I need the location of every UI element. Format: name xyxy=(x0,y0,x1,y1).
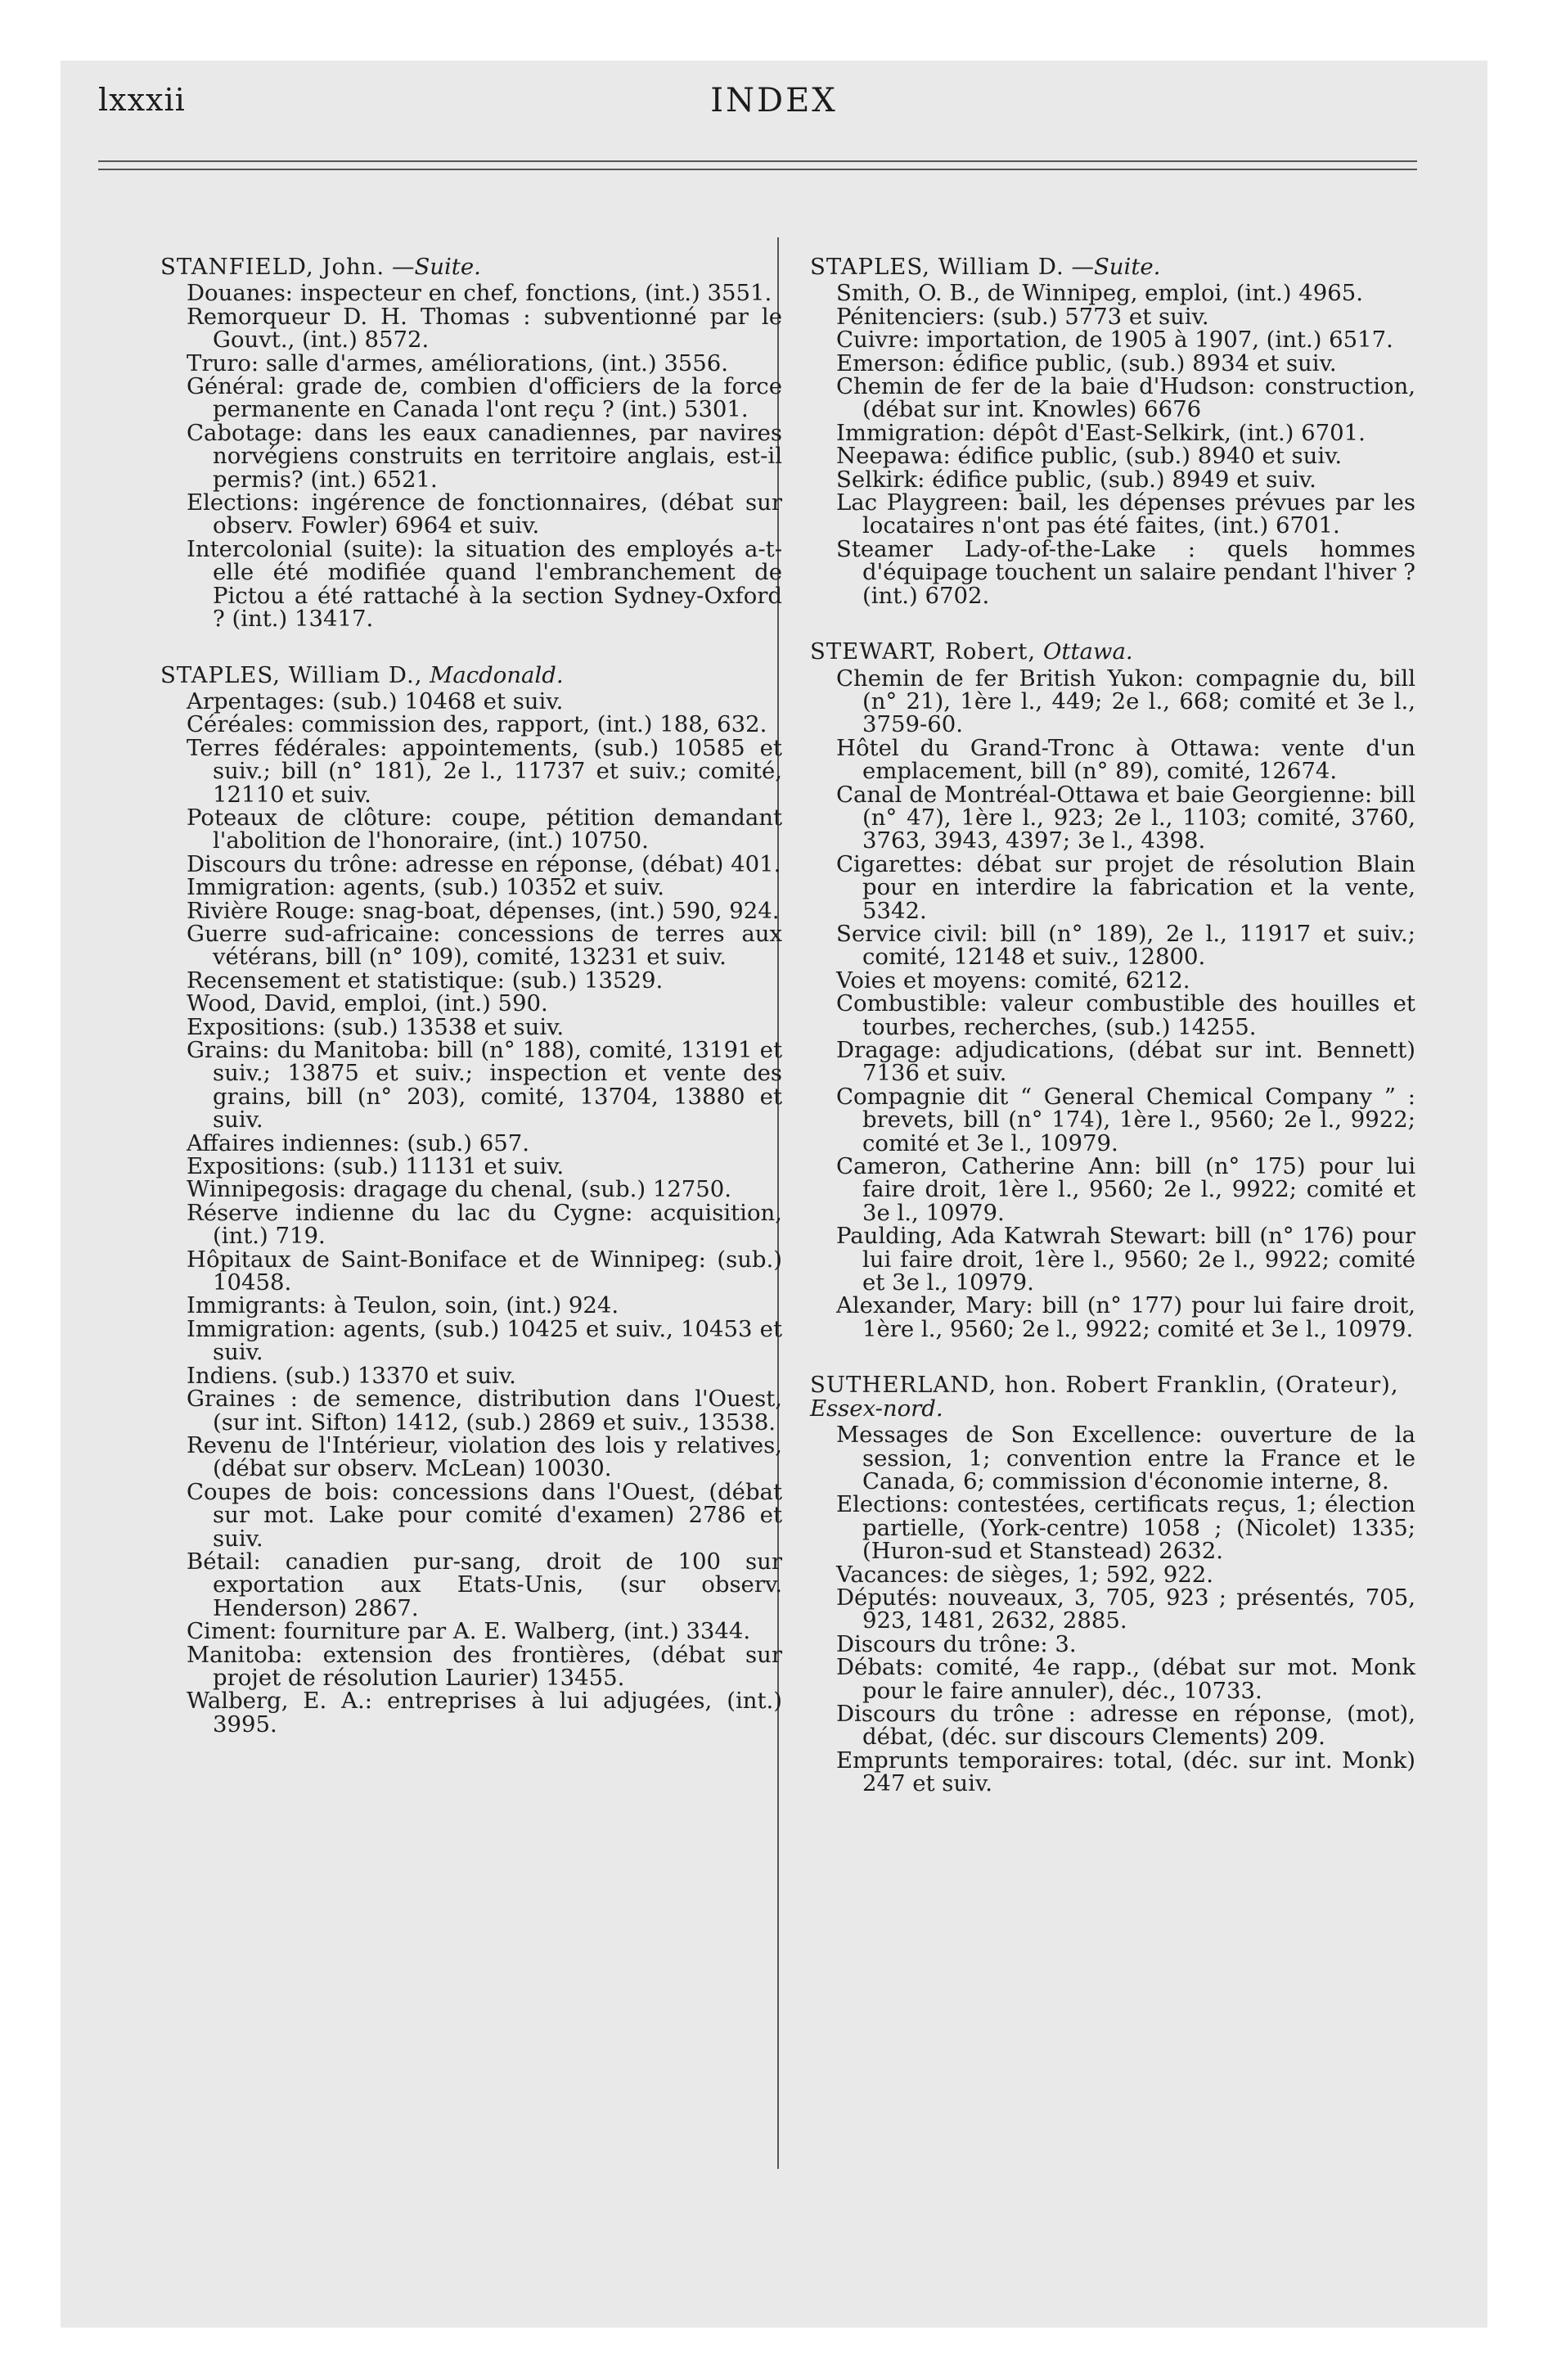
subentry: Canal de Montréal-Ottawa et baie Georgienne: bill (n° 47), 1ère l., 923; 2e l., 1103; comité, 3760, 3763, 3943, 4397; 3e l., 4398. xyxy=(836,781,1415,854)
subentry: Messages de Son Excellence: ouverture de la session, 1; convention entre la France et le Canada, 6; commission d'économie interne, 8. xyxy=(836,1422,1415,1494)
subentry: Cigarettes: débat sur projet de résolution Blain pour en interdire la fabrication et la vente, 5342. xyxy=(836,850,1415,924)
subentry: Lac Playgreen: bail, les dépenses prévues par les locataires n'ont pas été faites, (int.) 6701. xyxy=(836,489,1415,539)
subentry: Discours du trône: 3. xyxy=(836,1630,1077,1657)
entry-name: STEWART, Robert, xyxy=(810,638,1037,665)
subentry: Réserve indienne du lac du Cygne: acquisition, (int.) 719. xyxy=(187,1199,782,1250)
subentry: Hôtel du Grand-Tronc à Ottawa: vente d'un emplacement, bill (n° 89), comité, 12674. xyxy=(836,734,1415,785)
subentry-list xyxy=(160,687,782,1738)
subentry: Bétail: canadien pur-sang, droit de 100 sur exportation aux Etats-Unis, (sur observ. Henderson) 2867. xyxy=(187,1548,782,1621)
subentry: Alexander, Mary: bill (n° 177) pour lui faire droit, 1ère l., 9560; 2e l., 9922; comité et 3e l., 10979. xyxy=(836,1292,1415,1342)
subentry: Vacances: de sièges, 1; 592, 922. xyxy=(836,1561,1214,1588)
subentry: Douanes: inspecteur en chef, fonctions, (int.) 3551. xyxy=(187,280,772,307)
entry-qualifier: Macdonald. xyxy=(430,661,564,688)
subentry: Combustible: valeur combustible des houilles et tourbes, recherches, (sub.) 14255. xyxy=(836,990,1415,1040)
subentry: Walberg, E. A.: entreprises à lui adjugées, (int.) 3995. xyxy=(187,1688,782,1738)
subentry: Elections: contestées, certificats reçus, 1; élection partielle, (York-centre) 1058 ; (Nicolet) 1335; (Huron-sud et Stanstead) 2632. xyxy=(836,1491,1415,1565)
subentry: Elections: ingérence de fonctionnaires, (débat sur observ. Fowler) 6964 et suiv. xyxy=(187,489,782,539)
entry-qualifier: Ottawa. xyxy=(1042,638,1133,665)
subentry: Poteaux de clôture: coupe, pétition demandant l'abolition de l'honoraire, (int.) 10750. xyxy=(187,804,782,854)
subentry: Terres fédérales: appointements, (sub.) 10585 et suiv.; bill (n° 181), 2e l., 11737 et suiv.; comité, 12110 et suiv. xyxy=(187,734,782,808)
subentry: Cabotage: dans les eaux canadiennes, par navires norvégiens construits en territoire anglais, est-il permis? (int.) 6521. xyxy=(187,419,782,493)
index-entry xyxy=(160,661,782,1738)
subentry: Paulding, Ada Katwrah Stewart: bill (n° 176) pour lui faire droit, 1ère l., 9560; 2e l., 9922; comité et 3e l., 10979. xyxy=(836,1223,1415,1296)
header-rule-top xyxy=(98,160,1417,162)
index-entry xyxy=(810,640,1415,1341)
subentry: Recensement et statistique: (sub.) 13529. xyxy=(187,967,664,994)
index-entry xyxy=(810,1373,1415,1795)
subentry: Manitoba: extension des frontières, (débat sur projet de résolution Laurier) 13455. xyxy=(187,1641,782,1691)
subentry: Rivière Rouge: snag-boat, dépenses, (int.) 590, 924. xyxy=(187,897,780,924)
subentry: Indiens. (sub.) 13370 et suiv. xyxy=(187,1362,516,1389)
entry-name: STAPLES, William D. xyxy=(810,254,1064,280)
subentry: Immigrants: à Teulon, soin, (int.) 924. xyxy=(187,1292,619,1319)
subentry: Ciment: fourniture par A. E. Walberg, (int.) 3344. xyxy=(187,1618,751,1645)
subentry: Céréales: commission des, rapport, (int.) 188, 632. xyxy=(187,711,767,738)
subentry: Immigration: agents, (sub.) 10425 et suiv., 10453 et suiv. xyxy=(187,1315,782,1366)
subentry: Expositions: (sub.) 13538 et suiv. xyxy=(187,1013,565,1040)
subentry: Winnipegosis: dragage du chenal, (sub.) 12750. xyxy=(187,1176,732,1203)
subentry: Chemin de fer de la baie d'Hudson: construction, (débat sur int. Knowles) 6676 xyxy=(836,373,1415,423)
subentry: Coupes de bois: concessions dans l'Ouest, (débat sur mot. Lake pour comité d'examen) 2786 et suiv. xyxy=(187,1478,782,1552)
subentry: Général: grade de, combien d'officiers de la force permanente en Canada l'ont reçu ? (int.) 5301. xyxy=(187,373,782,423)
subentry: Truro: salle d'armes, améliorations, (int.) 3556. xyxy=(187,349,729,376)
subentry: Arpentages: (sub.) 10468 et suiv. xyxy=(187,687,564,714)
entry-heading xyxy=(160,661,782,688)
subentry: Immigration: dépôt d'East-Selkirk, (int.) 6701. xyxy=(836,419,1366,446)
subentry-list xyxy=(810,667,1415,1341)
header-rule-bottom xyxy=(98,169,1417,170)
subentry: Wood, David, emploi, (int.) 590. xyxy=(187,990,548,1017)
subentry: Neepawa: édifice public, (sub.) 8940 et suiv. xyxy=(836,443,1343,470)
subentry: Graines : de semence, distribution dans l'Ouest, (sur int. Sifton) 1412, (sub.) 2869 et suiv., 13538. xyxy=(187,1386,782,1436)
entry-qualifier: —Suite. xyxy=(1071,254,1161,280)
subentry: Hôpitaux de Saint-Boniface et de Winnipeg: (sub.) 10458. xyxy=(187,1246,782,1296)
subentry: Service civil: bill (n° 189), 2e l., 11917 et suiv.; comité, 12148 et suiv., 12800. xyxy=(836,920,1415,971)
subentry: Cameron, Catherine Ann: bill (n° 175) pour lui faire droit, 1ère l., 9560; 2e l., 9922; comité et 3e l., 10979. xyxy=(836,1153,1415,1226)
entry-name: STANFIELD, John. xyxy=(160,254,385,280)
left-column xyxy=(160,255,782,1736)
subentry: Grains: du Manitoba: bill (n° 188), comité, 13191 et suiv.; 13875 et suiv.; inspection et vente des grains, bill (n° 203), comité, 13704, 13880 et suiv. xyxy=(187,1037,782,1134)
entry-heading xyxy=(810,1373,1415,1420)
subentry-list xyxy=(160,280,782,633)
subentry: Chemin de fer British Yukon: compagnie du, bill (n° 21), 1ère l., 449; 2e l., 668; comité et 3e l., 3759-60. xyxy=(836,665,1415,738)
subentry: Discours du trône: adresse en réponse, (débat) 401. xyxy=(187,850,781,877)
subentry: Smith, O. B., de Winnipeg, emploi, (int.) 4965. xyxy=(836,280,1363,307)
subentry: Guerre sud-africaine: concessions de terres aux vétérans, bill (n° 109), comité, 13231 et suiv. xyxy=(187,920,782,971)
subentry: Immigration: agents, (sub.) 10352 et suiv. xyxy=(187,874,664,901)
subentry: Emprunts temporaires: total, (déc. sur int. Monk) 247 et suiv. xyxy=(836,1747,1415,1797)
subentry: Débats: comité, 4e rapp., (débat sur mot. Monk pour le faire annuler), déc., 10733. xyxy=(836,1654,1415,1704)
running-head xyxy=(98,82,1450,131)
entry-name: SUTHERLAND, hon. Robert Franklin, (Orateur), xyxy=(810,1372,1399,1399)
subentry: Cuivre: importation, de 1905 à 1907, (int.) 6517. xyxy=(836,327,1393,354)
entry-qualifier: Essex-nord. xyxy=(810,1395,943,1422)
subentry: Intercolonial (suite): la situation des employés a-t-elle été modifiée quand l'embranchement de Pictou a été rattaché à la section Sydney-Oxford ? (int.) 13417. xyxy=(187,535,782,633)
subentry: Députés: nouveaux, 3, 705, 923 ; présentés, 705, 923, 1481, 2632, 2885. xyxy=(836,1584,1415,1634)
index-entry xyxy=(810,255,1415,607)
subentry: Affaires indiennes: (sub.) 657. xyxy=(187,1129,529,1156)
index-entry xyxy=(160,255,782,631)
subentry: Voies et moyens: comité, 6212. xyxy=(836,967,1190,994)
entry-heading xyxy=(160,255,782,278)
subentry: Remorqueur D. H. Thomas : subventionné par le Gouvt., (int.) 8572. xyxy=(187,303,782,354)
subentry: Pénitenciers: (sub.) 5773 et suiv. xyxy=(836,303,1209,330)
subentry: Dragage: adjudications, (débat sur int. Bennett) 7136 et suiv. xyxy=(836,1037,1415,1087)
entry-name: STAPLES, William D., xyxy=(160,661,423,688)
subentry: Selkirk: édifice public, (sub.) 8949 et suiv. xyxy=(836,466,1316,493)
subentry: Expositions: (sub.) 11131 et suiv. xyxy=(187,1153,565,1180)
right-column xyxy=(810,255,1415,1796)
subentry: Discours du trône : adresse en réponse, (mot), débat, (déc. sur discours Clements) 209. xyxy=(836,1700,1415,1751)
subentry: Steamer Lady-of-the-Lake : quels hommes d'équipage touchent un salaire pendant l'hiver ? (int.) 6702. xyxy=(836,535,1415,609)
subentry-list xyxy=(810,1423,1415,1796)
entry-heading xyxy=(810,640,1415,663)
subentry: Compagnie dit “ General Chemical Company ” : brevets, bill (n° 174), 1ère l., 9560; 2e l., 9922; comité et 3e l., 10979. xyxy=(836,1083,1415,1156)
entry-qualifier: —Suite. xyxy=(391,254,481,280)
subentry-list xyxy=(810,282,1415,607)
entry-heading xyxy=(810,255,1415,278)
page-number: lxxxii xyxy=(98,82,186,118)
page-title: INDEX xyxy=(710,82,838,119)
subentry: Emerson: édifice public, (sub.) 8934 et suiv. xyxy=(836,349,1337,376)
subentry: Revenu de l'Intérieur, violation des lois y relatives, (débat sur observ. McLean) 10030. xyxy=(187,1431,782,1482)
